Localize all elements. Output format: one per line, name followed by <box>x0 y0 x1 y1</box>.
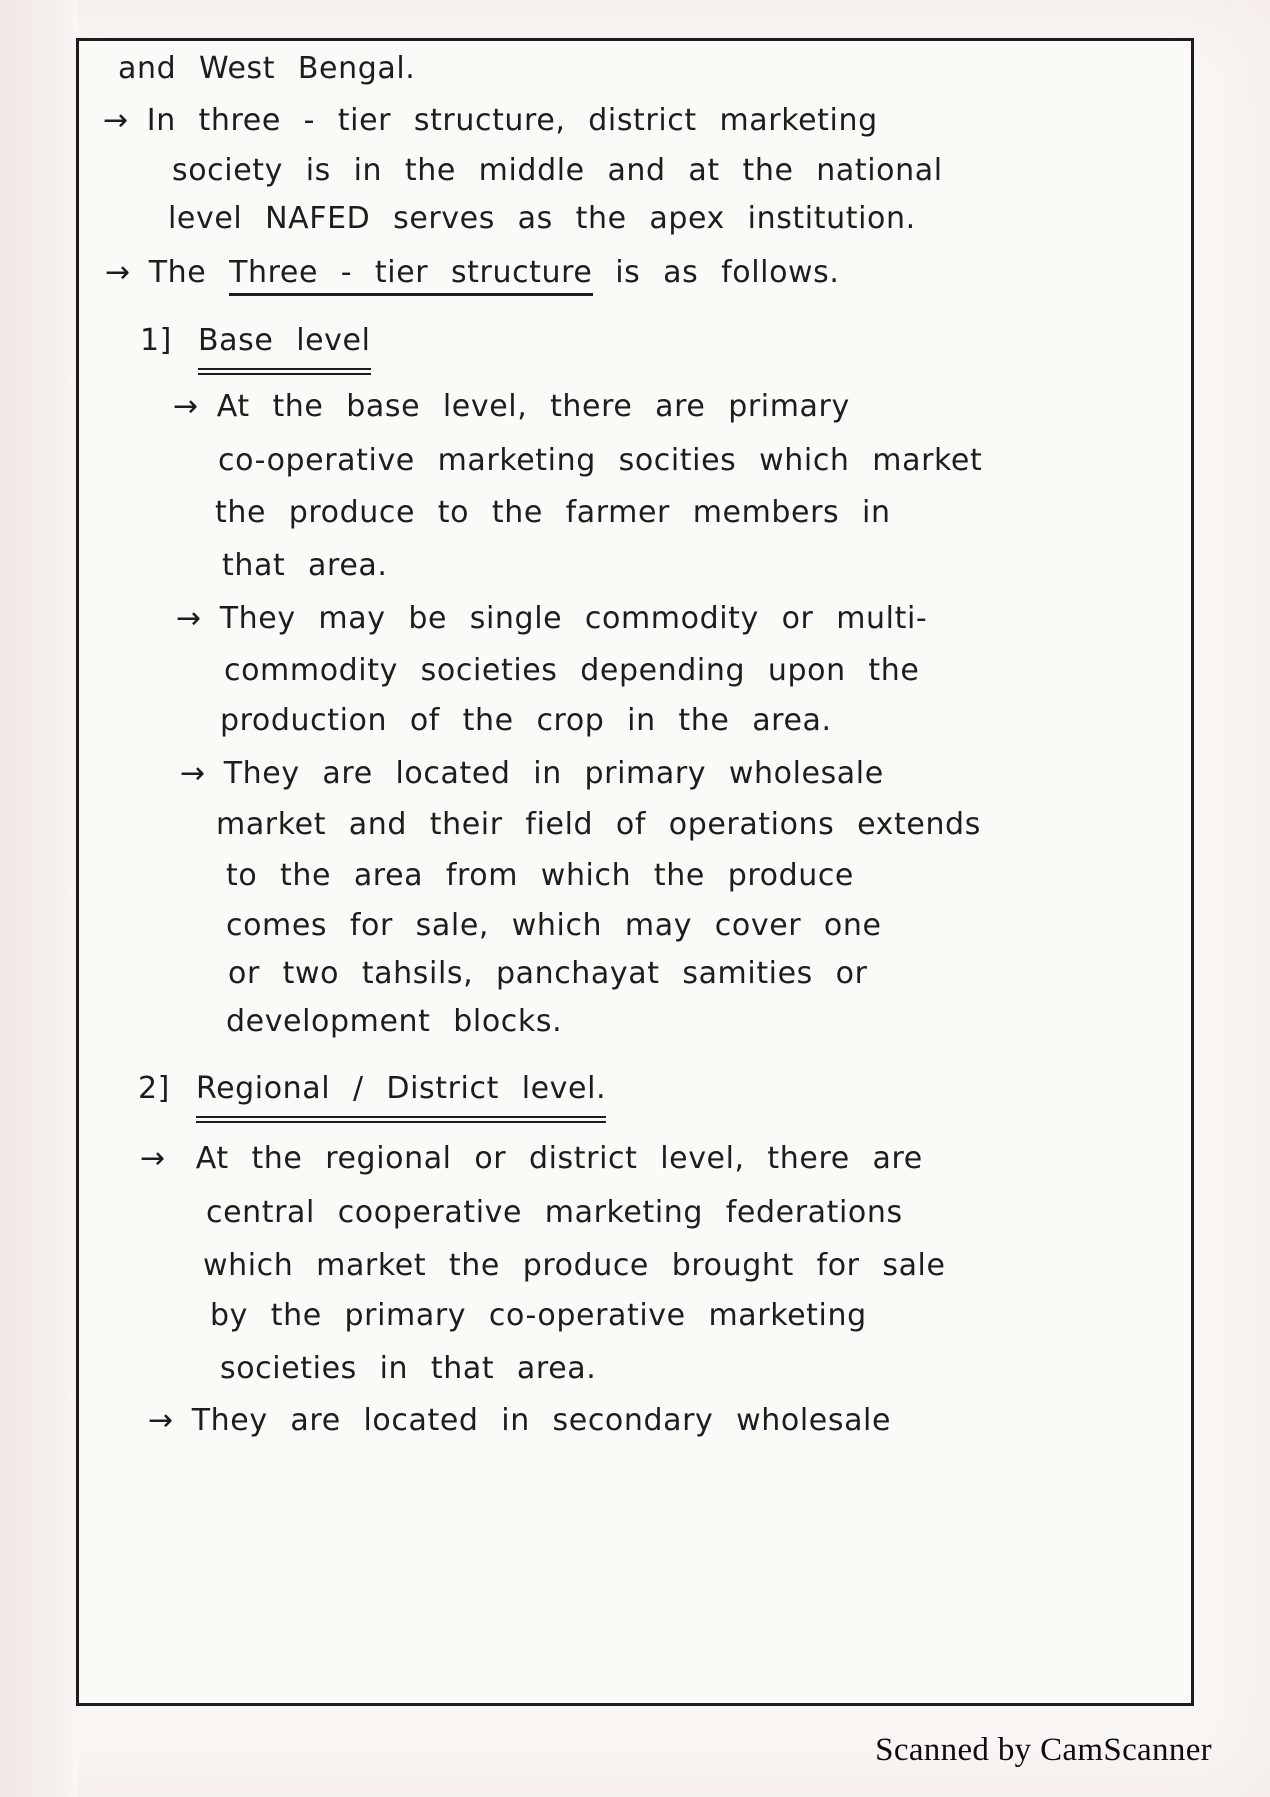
line-text: that area. <box>222 548 388 583</box>
arrow-bullet: → <box>103 103 129 138</box>
handwritten-line <box>226 855 854 897</box>
line-text: and West Bengal. <box>118 51 416 86</box>
line-text: by the primary co-operative marketing <box>210 1298 867 1333</box>
underlined-phrase: Three - tier structure <box>229 255 592 296</box>
bullet-line <box>103 100 878 142</box>
handwritten-line <box>220 1348 596 1390</box>
line-text: central cooperative marketing federations <box>206 1195 903 1230</box>
handwritten-line <box>226 1001 562 1043</box>
line-text: comes for sale, which may cover one <box>226 908 882 943</box>
handwritten-line <box>168 198 916 240</box>
line-text: the produce to the farmer members in <box>215 495 891 530</box>
handwritten-line <box>226 905 882 947</box>
arrow-bullet: → <box>173 389 199 424</box>
section-number: 1] <box>140 323 172 358</box>
handwritten-line <box>206 1192 903 1234</box>
bullet-line <box>173 386 850 428</box>
handwritten-line <box>222 545 388 587</box>
bullet-line <box>176 598 927 640</box>
bullet-line <box>180 753 884 795</box>
line-text: At the base level, there are primary <box>216 389 850 424</box>
line-text: In three - tier structure, district marketing <box>146 103 878 138</box>
handwritten-line <box>216 804 981 846</box>
line-text: development blocks. <box>226 1004 563 1039</box>
camscanner-watermark: Scanned by CamScanner <box>875 1732 1212 1768</box>
line-text: co-operative marketing socities which market <box>218 443 983 478</box>
line-text: They are located in primary wholesale <box>223 756 884 791</box>
arrow-bullet: → <box>148 1403 174 1438</box>
section-heading <box>138 1068 606 1123</box>
line-text: commodity societies depending upon the <box>224 653 920 688</box>
line-text: They are located in secondary wholesale <box>191 1403 892 1438</box>
handwritten-line <box>172 150 943 192</box>
bullet-line <box>148 1400 891 1442</box>
line-text: The <box>148 255 230 290</box>
arrow-bullet: → <box>105 255 131 290</box>
arrow-bullet: → <box>140 1141 166 1176</box>
scan-margin-shadow <box>0 0 78 1797</box>
section-title: Regional / District level. <box>196 1068 606 1123</box>
handwritten-line <box>220 700 832 742</box>
line-text: They may be single commodity or multi- <box>219 601 928 636</box>
line-text: is as follows. <box>592 255 840 290</box>
handwritten-line <box>228 953 868 995</box>
line-text: At the regional or district level, there are <box>195 1141 923 1176</box>
line-text: production of the crop in the area. <box>220 703 832 738</box>
arrow-bullet: → <box>176 601 202 636</box>
handwritten-line <box>203 1245 946 1287</box>
handwritten-line <box>215 492 891 534</box>
line-text: or two tahsils, panchayat samities or <box>228 956 868 991</box>
handwritten-line <box>118 48 415 90</box>
line-text: level NAFED serves as the apex institution. <box>168 201 916 236</box>
bullet-line <box>105 252 840 294</box>
line-text: to the area from which the produce <box>226 858 854 893</box>
section-heading <box>140 320 371 375</box>
handwritten-line <box>224 650 919 692</box>
line-text: market and their field of operations extends <box>216 807 981 842</box>
arrow-bullet: → <box>180 756 206 791</box>
line-text: society is in the middle and at the national <box>172 153 943 188</box>
handwritten-line <box>210 1295 867 1337</box>
line-text: which market the produce brought for sale <box>203 1248 946 1283</box>
bullet-line <box>140 1138 923 1180</box>
handwritten-line <box>218 440 982 482</box>
section-title: Base level <box>198 320 371 375</box>
section-number: 2] <box>138 1071 170 1106</box>
line-text: societies in that area. <box>220 1351 597 1386</box>
